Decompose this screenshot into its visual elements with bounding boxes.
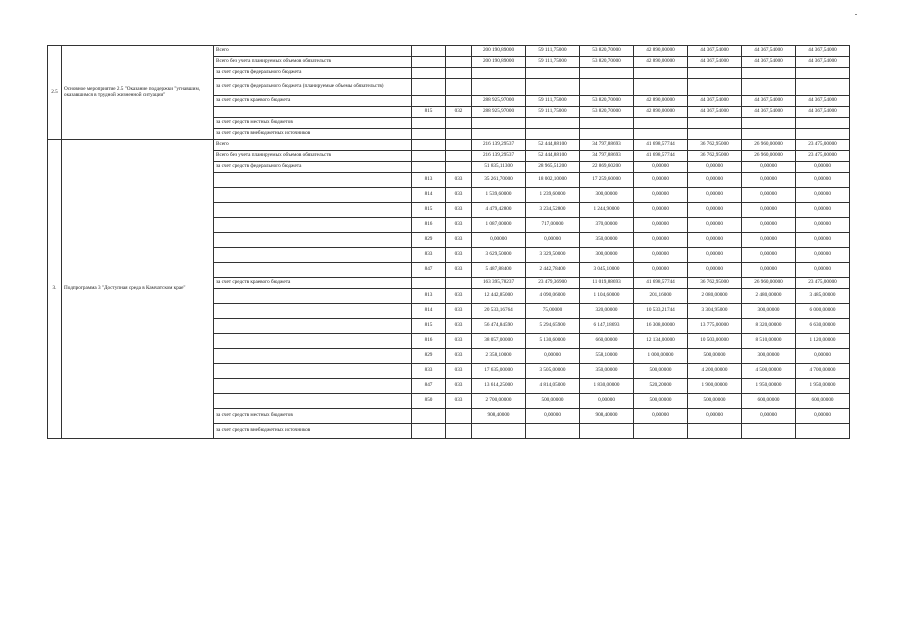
program-code: 033 <box>446 394 472 409</box>
amount-cell: 59 111,75000 <box>526 46 580 57</box>
amount-cell: 300,00000 <box>580 248 634 263</box>
amount-cell: 23 479,36900 <box>526 278 580 289</box>
funding-source: за счет средств краевого бюджета <box>214 278 412 289</box>
amount-cell: 500,00000 <box>688 394 742 409</box>
funding-source <box>214 263 412 278</box>
amount-cell: 201,16000 <box>634 289 688 304</box>
program-code <box>446 79 472 96</box>
program-code: 033 <box>446 289 472 304</box>
amount-cell: 660,00000 <box>580 334 634 349</box>
amount-cell: 1 104,60000 <box>580 289 634 304</box>
funding-source <box>214 188 412 203</box>
amount-cell: 42 890,00000 <box>634 96 688 107</box>
program-code <box>446 151 472 162</box>
amount-cell <box>796 424 850 439</box>
amount-cell: 22 869,60200 <box>580 162 634 173</box>
table-row <box>48 140 850 151</box>
amount-cell <box>472 129 526 140</box>
funding-source <box>214 364 412 379</box>
amount-cell: 0,00000 <box>688 409 742 424</box>
amount-cell: 8 510,00000 <box>742 334 796 349</box>
amount-cell <box>580 129 634 140</box>
amount-cell: 23 475,00000 <box>796 140 850 151</box>
amount-cell: 1 087,00000 <box>472 218 526 233</box>
funding-source <box>214 319 412 334</box>
amount-cell: 216 139,29537 <box>472 151 526 162</box>
amount-cell <box>688 129 742 140</box>
amount-cell: 6 000,00000 <box>796 304 850 319</box>
amount-cell: 23 475,00000 <box>796 278 850 289</box>
amount-cell: 0,00000 <box>634 263 688 278</box>
amount-cell: 0,00000 <box>796 349 850 364</box>
amount-cell: 41 698,57744 <box>634 140 688 151</box>
kbk-code: 833 <box>412 364 446 379</box>
kbk-code: 847 <box>412 263 446 278</box>
program-code: 033 <box>446 379 472 394</box>
amount-cell: 42 890,00000 <box>634 107 688 118</box>
funding-source <box>214 233 412 248</box>
amount-cell: 4 814,05000 <box>526 379 580 394</box>
amount-cell <box>796 129 850 140</box>
amount-cell: 0,00000 <box>796 173 850 188</box>
funding-source: за счет средств федерального бюджета <box>214 162 412 173</box>
amount-cell <box>742 129 796 140</box>
amount-cell: 908,40000 <box>580 409 634 424</box>
item-number: 2.5 <box>48 46 62 140</box>
amount-cell: 1 900,00000 <box>688 379 742 394</box>
item-name: Основное мероприятие 2.5 "Оказание поддержки "угнавшим, оказавшимся в трудной жизненной ситуации" <box>62 46 214 140</box>
kbk-code: 813 <box>412 289 446 304</box>
amount-cell: 0,00000 <box>688 233 742 248</box>
kbk-code <box>412 118 446 129</box>
amount-cell: 59 111,75000 <box>526 96 580 107</box>
page-corner-mark <box>855 14 857 15</box>
kbk-code: 829 <box>412 349 446 364</box>
amount-cell <box>580 68 634 79</box>
amount-cell: 558,10000 <box>580 349 634 364</box>
funding-source <box>214 248 412 263</box>
amount-cell: 4 700,00000 <box>796 364 850 379</box>
amount-cell: 0,00000 <box>742 188 796 203</box>
amount-cell: 6 147,18693 <box>580 319 634 334</box>
amount-cell: 370,00000 <box>580 218 634 233</box>
amount-cell: 350,00000 <box>580 364 634 379</box>
amount-cell: 44 367,54000 <box>742 107 796 118</box>
amount-cell: 53 820,70000 <box>580 46 634 57</box>
amount-cell: 1 239,60000 <box>526 188 580 203</box>
amount-cell: 2 480,00000 <box>742 289 796 304</box>
kbk-code: 815 <box>412 203 446 218</box>
funding-source <box>214 334 412 349</box>
amount-cell: 4 200,00000 <box>688 364 742 379</box>
amount-cell: 0,00000 <box>634 218 688 233</box>
kbk-code <box>412 79 446 96</box>
amount-cell: 520,20000 <box>634 379 688 394</box>
amount-cell <box>688 79 742 96</box>
program-code <box>446 118 472 129</box>
amount-cell <box>472 68 526 79</box>
funding-source: Всего без учета планируемых объемов обязательств <box>214 57 412 68</box>
item-name: Подпрограмма 3 "Доступная среда в Камчатском крае" <box>62 140 214 439</box>
kbk-code: 833 <box>412 248 446 263</box>
kbk-code: 814 <box>412 304 446 319</box>
kbk-code: 815 <box>412 107 446 118</box>
amount-cell: 908,40000 <box>472 409 526 424</box>
amount-cell: 600,00000 <box>742 394 796 409</box>
amount-cell: 2 358,10000 <box>472 349 526 364</box>
amount-cell: 41 698,57744 <box>634 151 688 162</box>
amount-cell: 1 950,00000 <box>742 379 796 394</box>
amount-cell: 0,00000 <box>742 173 796 188</box>
amount-cell: 3 485,00000 <box>796 289 850 304</box>
kbk-code: 814 <box>412 188 446 203</box>
budget-table-body <box>48 46 850 439</box>
amount-cell: 0,00000 <box>742 409 796 424</box>
amount-cell: 36 762,95000 <box>688 278 742 289</box>
amount-cell: 0,00000 <box>634 409 688 424</box>
amount-cell: 200 190,89000 <box>472 46 526 57</box>
amount-cell: 3 045,10000 <box>580 263 634 278</box>
kbk-code: 815 <box>412 319 446 334</box>
amount-cell: 17 635,00000 <box>472 364 526 379</box>
program-code <box>446 278 472 289</box>
amount-cell: 26 960,00000 <box>742 278 796 289</box>
amount-cell: 5 294,65900 <box>526 319 580 334</box>
amount-cell: 2 080,00000 <box>688 289 742 304</box>
amount-cell: 53 820,70000 <box>580 107 634 118</box>
amount-cell <box>742 68 796 79</box>
amount-cell: 1 244,90000 <box>580 203 634 218</box>
amount-cell: 4 500,00000 <box>742 364 796 379</box>
amount-cell: 52 444,88100 <box>526 140 580 151</box>
amount-cell: 0,00000 <box>742 162 796 173</box>
program-code <box>446 162 472 173</box>
amount-cell <box>526 129 580 140</box>
amount-cell: 44 367,54000 <box>688 107 742 118</box>
table-row <box>48 46 850 57</box>
kbk-code <box>412 68 446 79</box>
funding-source: Всего без учета планируемых объемов обязательств <box>214 151 412 162</box>
amount-cell: 11 019,88693 <box>580 278 634 289</box>
kbk-code <box>412 278 446 289</box>
program-code <box>446 96 472 107</box>
kbk-code <box>412 96 446 107</box>
amount-cell: 6 630,00000 <box>796 319 850 334</box>
amount-cell: 0,00000 <box>796 248 850 263</box>
program-code: 033 <box>446 203 472 218</box>
program-code: 033 <box>446 218 472 233</box>
amount-cell <box>742 424 796 439</box>
kbk-code: 816 <box>412 218 446 233</box>
amount-cell: 2 700,00000 <box>472 394 526 409</box>
amount-cell: 36 762,95000 <box>688 140 742 151</box>
amount-cell: 3 304,95000 <box>688 304 742 319</box>
kbk-code: 816 <box>412 334 446 349</box>
amount-cell: 0,00000 <box>796 162 850 173</box>
amount-cell: 12 134,00000 <box>634 334 688 349</box>
amount-cell: 44 367,54000 <box>796 57 850 68</box>
program-code <box>446 409 472 424</box>
amount-cell: 1 950,00000 <box>796 379 850 394</box>
program-code: 033 <box>446 319 472 334</box>
program-code: 033 <box>446 173 472 188</box>
program-code <box>446 424 472 439</box>
amount-cell: 44 367,54000 <box>796 107 850 118</box>
amount-cell: 17 259,60000 <box>580 173 634 188</box>
amount-cell: 0,00000 <box>742 233 796 248</box>
amount-cell: 36 762,95000 <box>688 151 742 162</box>
amount-cell: 320,00000 <box>580 304 634 319</box>
amount-cell: 42 890,00000 <box>634 46 688 57</box>
amount-cell <box>472 118 526 129</box>
amount-cell: 0,00000 <box>796 188 850 203</box>
amount-cell: 12 442,85000 <box>472 289 526 304</box>
amount-cell <box>526 424 580 439</box>
amount-cell: 3 234,52800 <box>526 203 580 218</box>
amount-cell: 59 111,75000 <box>526 57 580 68</box>
budget-table <box>47 45 850 439</box>
amount-cell: 0,00000 <box>526 349 580 364</box>
amount-cell <box>526 68 580 79</box>
amount-cell: 288 925,97000 <box>472 96 526 107</box>
amount-cell <box>634 68 688 79</box>
amount-cell: 18 002,10000 <box>526 173 580 188</box>
funding-source <box>214 379 412 394</box>
amount-cell: 4 479,42800 <box>472 203 526 218</box>
amount-cell: 75,00000 <box>526 304 580 319</box>
amount-cell: 44 367,54000 <box>742 46 796 57</box>
funding-source <box>214 289 412 304</box>
amount-cell <box>472 424 526 439</box>
amount-cell: 35 261,70000 <box>472 173 526 188</box>
amount-cell <box>742 118 796 129</box>
kbk-code: 850 <box>412 394 446 409</box>
amount-cell: 3 629,50000 <box>472 248 526 263</box>
amount-cell <box>580 118 634 129</box>
amount-cell: 0,00000 <box>796 233 850 248</box>
funding-source <box>214 394 412 409</box>
amount-cell: 0,00000 <box>796 218 850 233</box>
amount-cell <box>688 118 742 129</box>
amount-cell: 300,00000 <box>742 304 796 319</box>
amount-cell: 34 797,88693 <box>580 151 634 162</box>
amount-cell: 0,00000 <box>688 218 742 233</box>
funding-source: за счет средств внебюджетных источников <box>214 129 412 140</box>
amount-cell: 0,00000 <box>634 188 688 203</box>
amount-cell: 13 614,25000 <box>472 379 526 394</box>
amount-cell: 0,00000 <box>688 188 742 203</box>
amount-cell: 1 830,00000 <box>580 379 634 394</box>
amount-cell <box>526 118 580 129</box>
amount-cell <box>526 79 580 96</box>
amount-cell: 44 367,54000 <box>688 46 742 57</box>
amount-cell <box>634 424 688 439</box>
item-number: 3. <box>48 140 62 439</box>
amount-cell: 1 000,00000 <box>634 349 688 364</box>
program-code <box>446 129 472 140</box>
amount-cell: 51 835,11300 <box>472 162 526 173</box>
amount-cell: 10 533,21744 <box>634 304 688 319</box>
amount-cell <box>634 118 688 129</box>
amount-cell: 5 130,60000 <box>526 334 580 349</box>
amount-cell: 500,00000 <box>634 394 688 409</box>
amount-cell: 10 503,00000 <box>688 334 742 349</box>
kbk-code <box>412 151 446 162</box>
amount-cell: 56 474,84590 <box>472 319 526 334</box>
kbk-code <box>412 424 446 439</box>
amount-cell: 1 120,00000 <box>796 334 850 349</box>
funding-source <box>214 218 412 233</box>
amount-cell: 1 539,60000 <box>472 188 526 203</box>
kbk-code <box>412 162 446 173</box>
amount-cell: 0,00000 <box>796 263 850 278</box>
amount-cell <box>472 79 526 96</box>
amount-cell: 28 965,51200 <box>526 162 580 173</box>
amount-cell: 0,00000 <box>688 162 742 173</box>
funding-source <box>214 107 412 118</box>
amount-cell <box>580 424 634 439</box>
kbk-code <box>412 409 446 424</box>
amount-cell: 0,00000 <box>634 203 688 218</box>
amount-cell: 38 057,00000 <box>472 334 526 349</box>
program-code: 033 <box>446 263 472 278</box>
amount-cell: 3 505,00000 <box>526 364 580 379</box>
program-code <box>446 46 472 57</box>
amount-cell: 288 925,97000 <box>472 107 526 118</box>
amount-cell: 0,00000 <box>472 233 526 248</box>
amount-cell: 0,00000 <box>688 263 742 278</box>
funding-source: за счет средств федерального бюджета <box>214 68 412 79</box>
amount-cell: 216 139,29537 <box>472 140 526 151</box>
amount-cell <box>688 68 742 79</box>
amount-cell: 300,00000 <box>742 349 796 364</box>
kbk-code <box>412 140 446 151</box>
amount-cell: 26 960,00000 <box>742 140 796 151</box>
amount-cell: 52 444,88100 <box>526 151 580 162</box>
amount-cell: 34 797,88693 <box>580 140 634 151</box>
amount-cell <box>796 79 850 96</box>
amount-cell: 2 442,78400 <box>526 263 580 278</box>
amount-cell: 44 367,54000 <box>742 57 796 68</box>
amount-cell: 42 890,00000 <box>634 57 688 68</box>
amount-cell: 53 820,70000 <box>580 57 634 68</box>
funding-source: Всего <box>214 46 412 57</box>
amount-cell: 0,00000 <box>526 409 580 424</box>
amount-cell <box>742 79 796 96</box>
amount-cell: 0,00000 <box>688 173 742 188</box>
amount-cell: 0,00000 <box>634 162 688 173</box>
amount-cell: 0,00000 <box>742 248 796 263</box>
amount-cell: 500,00000 <box>634 364 688 379</box>
amount-cell: 16 308,00000 <box>634 319 688 334</box>
amount-cell: 0,00000 <box>580 394 634 409</box>
amount-cell: 500,00000 <box>688 349 742 364</box>
program-code <box>446 140 472 151</box>
kbk-code: 813 <box>412 173 446 188</box>
program-code: 033 <box>446 349 472 364</box>
amount-cell: 44 367,54000 <box>688 96 742 107</box>
amount-cell: 350,00000 <box>580 233 634 248</box>
amount-cell: 4 090,06000 <box>526 289 580 304</box>
amount-cell: 13 775,00000 <box>688 319 742 334</box>
program-code <box>446 68 472 79</box>
amount-cell: 200 190,89000 <box>472 57 526 68</box>
amount-cell: 20 533,16764 <box>472 304 526 319</box>
amount-cell <box>688 424 742 439</box>
amount-cell: 500,00000 <box>526 394 580 409</box>
funding-source: за счет средств местных бюджетов <box>214 118 412 129</box>
amount-cell <box>796 118 850 129</box>
amount-cell <box>634 129 688 140</box>
amount-cell: 44 367,54000 <box>796 46 850 57</box>
program-code: 033 <box>446 334 472 349</box>
amount-cell <box>796 68 850 79</box>
amount-cell: 5 487,88400 <box>472 263 526 278</box>
amount-cell: 0,00000 <box>634 248 688 263</box>
kbk-code: 847 <box>412 379 446 394</box>
amount-cell: 26 960,00000 <box>742 151 796 162</box>
amount-cell: 3 329,50000 <box>526 248 580 263</box>
program-code: 033 <box>446 364 472 379</box>
kbk-code <box>412 57 446 68</box>
kbk-code: 829 <box>412 233 446 248</box>
amount-cell: 0,00000 <box>742 263 796 278</box>
amount-cell: 0,00000 <box>742 218 796 233</box>
amount-cell: 600,00000 <box>796 394 850 409</box>
program-code: 033 <box>446 304 472 319</box>
amount-cell: 0,00000 <box>796 409 850 424</box>
amount-cell: 44 367,54000 <box>796 96 850 107</box>
funding-source: за счет средств краевого бюджета <box>214 96 412 107</box>
amount-cell: 44 367,54000 <box>742 96 796 107</box>
amount-cell: 0,00000 <box>742 203 796 218</box>
funding-source: Всего <box>214 140 412 151</box>
funding-source: за счет средств местных бюджетов <box>214 409 412 424</box>
funding-source: за счет средств внебюджетных источников <box>214 424 412 439</box>
program-code: 033 <box>446 233 472 248</box>
amount-cell: 0,00000 <box>796 203 850 218</box>
program-code <box>446 57 472 68</box>
funding-source: за счет средств федерального бюджета (планируемые объемы обязательств) <box>214 79 412 96</box>
program-code: 033 <box>446 188 472 203</box>
funding-source <box>214 203 412 218</box>
amount-cell: 163 395,78237 <box>472 278 526 289</box>
amount-cell: 8 320,00000 <box>742 319 796 334</box>
amount-cell: 0,00000 <box>526 233 580 248</box>
amount-cell: 0,00000 <box>634 233 688 248</box>
amount-cell: 53 820,70000 <box>580 96 634 107</box>
amount-cell: 717,00000 <box>526 218 580 233</box>
amount-cell: 23 475,00000 <box>796 151 850 162</box>
program-code: 032 <box>446 107 472 118</box>
amount-cell: 0,00000 <box>634 173 688 188</box>
kbk-code <box>412 129 446 140</box>
funding-source <box>214 349 412 364</box>
amount-cell: 44 367,54000 <box>688 57 742 68</box>
amount-cell <box>634 79 688 96</box>
kbk-code <box>412 46 446 57</box>
amount-cell: 41 698,57744 <box>634 278 688 289</box>
amount-cell <box>580 79 634 96</box>
amount-cell: 59 111,75000 <box>526 107 580 118</box>
funding-source <box>214 173 412 188</box>
amount-cell: 300,00000 <box>580 188 634 203</box>
amount-cell: 0,00000 <box>688 203 742 218</box>
program-code: 033 <box>446 248 472 263</box>
funding-source <box>214 304 412 319</box>
amount-cell: 0,00000 <box>688 248 742 263</box>
